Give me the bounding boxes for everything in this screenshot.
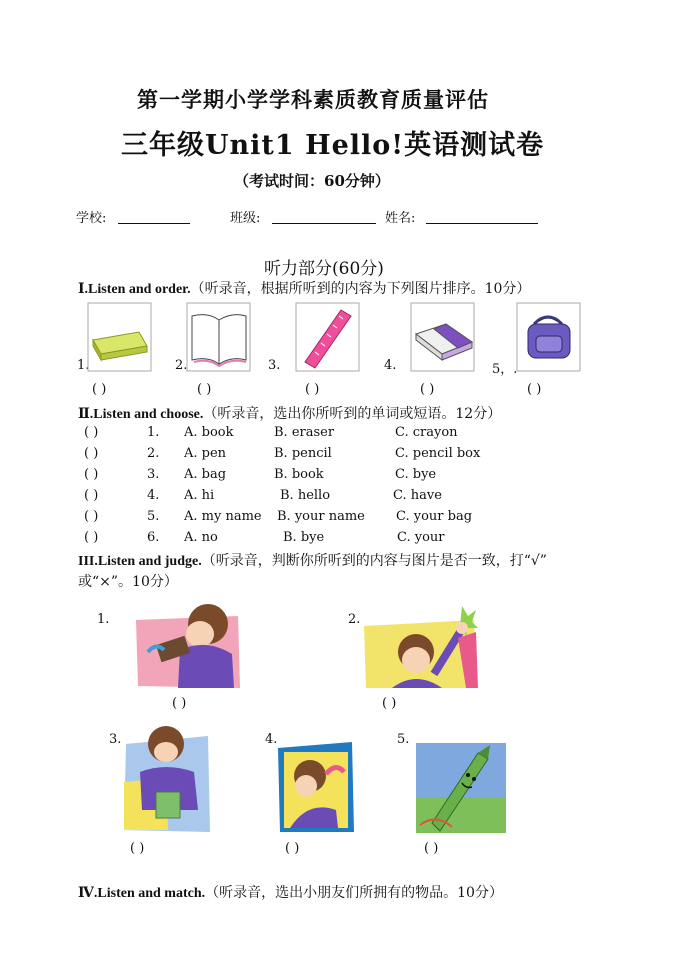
order-answer-blank[interactable]: ( ): [305, 382, 320, 397]
choose-row-num: 2.: [147, 446, 160, 461]
choose-option-b: B. your name: [277, 509, 365, 524]
order-answer-blank[interactable]: ( ): [92, 382, 107, 397]
section2-title: [78, 403, 501, 423]
judge-item-num: 3.: [109, 732, 122, 747]
choose-option-b: B. hello: [280, 488, 331, 503]
ruler-icon: [295, 302, 361, 372]
listening-header: 听力部分(60分): [264, 259, 384, 279]
schoolbag-icon: [516, 302, 582, 372]
judge-item-num: 1.: [97, 612, 110, 627]
judge-answer-blank[interactable]: ( ): [172, 696, 187, 711]
crayon-character-image: [416, 743, 506, 833]
exam-subtitle: 第一学期小学学科素质教育质量评估: [137, 87, 489, 112]
name-field[interactable]: [426, 223, 538, 224]
choose-row-num: 5.: [147, 509, 160, 524]
boy-with-book-image: [134, 594, 242, 690]
choose-option-c: C. crayon: [395, 425, 458, 440]
order-answer-blank[interactable]: ( ): [197, 382, 212, 397]
order-item-num: 3.: [268, 358, 281, 373]
boy-with-book-top-image: [122, 722, 212, 834]
order-item-num: 2.: [175, 358, 188, 373]
judge-item-num: 4.: [265, 732, 278, 747]
school-label: 学校:: [76, 211, 107, 226]
choose-option-c: C. have: [393, 488, 442, 503]
choose-option-c: C. bye: [395, 467, 437, 482]
judge-item-num: 2.: [348, 612, 361, 627]
choose-option-b: B. bye: [283, 530, 325, 545]
section1-title: [78, 278, 530, 298]
judge-answer-blank[interactable]: ( ): [130, 841, 145, 856]
choose-option-a: A. hi: [184, 488, 215, 503]
order-answer-blank[interactable]: ( ): [420, 382, 435, 397]
choose-row-paren[interactable]: ( ): [84, 446, 99, 461]
choose-row-paren[interactable]: ( ): [84, 467, 99, 482]
judge-answer-blank[interactable]: ( ): [382, 696, 397, 711]
class-label: 班级:: [230, 211, 261, 226]
eraser-icon: [410, 302, 476, 372]
section3-title-cn-2: 或“×”。10分）: [78, 574, 178, 590]
judge-answer-blank[interactable]: ( ): [424, 841, 439, 856]
name-label: 姓名:: [385, 211, 416, 226]
section2-title-en: Ⅱ.Listen and choose.: [78, 407, 204, 422]
section1-title-cn: （听录音，根据所听到的内容为下列图片排序。10分）: [190, 281, 531, 297]
choose-row-num: 6.: [147, 530, 160, 545]
choose-row-paren[interactable]: ( ): [84, 488, 99, 503]
exam-title: 三年级Unit1 Hello!英语测试卷: [121, 130, 545, 161]
choose-option-a: A. bag: [184, 467, 227, 482]
judge-answer-blank[interactable]: ( ): [285, 841, 300, 856]
choose-row-paren[interactable]: ( ): [84, 530, 99, 545]
choose-option-a: A. my name: [184, 509, 262, 524]
exam-time: （考试时间：60分钟）: [234, 172, 390, 190]
choose-option-c: C. your: [397, 530, 445, 545]
choose-option-c: C. pencil box: [395, 446, 481, 461]
section2-title-cn: （听录音，选出你所听到的单词或短语。12分）: [203, 406, 502, 422]
choose-option-c: C. your bag: [396, 509, 473, 524]
section4-title-en: Ⅳ.Listen and match.: [78, 886, 206, 901]
boy-with-bag-image: [276, 740, 356, 834]
boy-waving-image: [362, 602, 478, 690]
choose-row-num: 4.: [147, 488, 160, 503]
section3-title-cn: （听录音，判断你所听到的内容与图片是否一致，打“√”: [201, 553, 547, 569]
book-icon: [186, 302, 252, 372]
choose-option-a: A. book: [184, 425, 234, 440]
choose-option-b: B. book: [274, 467, 324, 482]
section3-title: [78, 550, 547, 570]
order-item-num: 5，.: [492, 362, 518, 377]
choose-row-paren[interactable]: ( ): [84, 425, 99, 440]
school-field[interactable]: [118, 223, 190, 224]
judge-item-num: 5.: [397, 732, 410, 747]
choose-row-paren[interactable]: ( ): [84, 509, 99, 524]
section4-title: [78, 882, 503, 902]
choose-row-num: 1.: [147, 425, 160, 440]
section4-title-cn: （听录音，选出小朋友们所拥有的物品。10分）: [205, 885, 503, 901]
order-answer-blank[interactable]: ( ): [527, 382, 542, 397]
pencil-case-icon: [87, 302, 153, 372]
choose-option-b: B. pencil: [274, 446, 332, 461]
class-field[interactable]: [272, 223, 376, 224]
section3-title-en: III.Listen and judge.: [78, 554, 202, 569]
section1-title-en: Ⅰ.Listen and order.: [78, 282, 191, 297]
choose-row-num: 3.: [147, 467, 160, 482]
order-item-num: 1.: [77, 358, 90, 373]
choose-option-a: A. pen: [184, 446, 227, 461]
order-item-num: 4.: [384, 358, 397, 373]
choose-option-a: A. no: [184, 530, 218, 545]
choose-option-b: B. eraser: [274, 425, 335, 440]
